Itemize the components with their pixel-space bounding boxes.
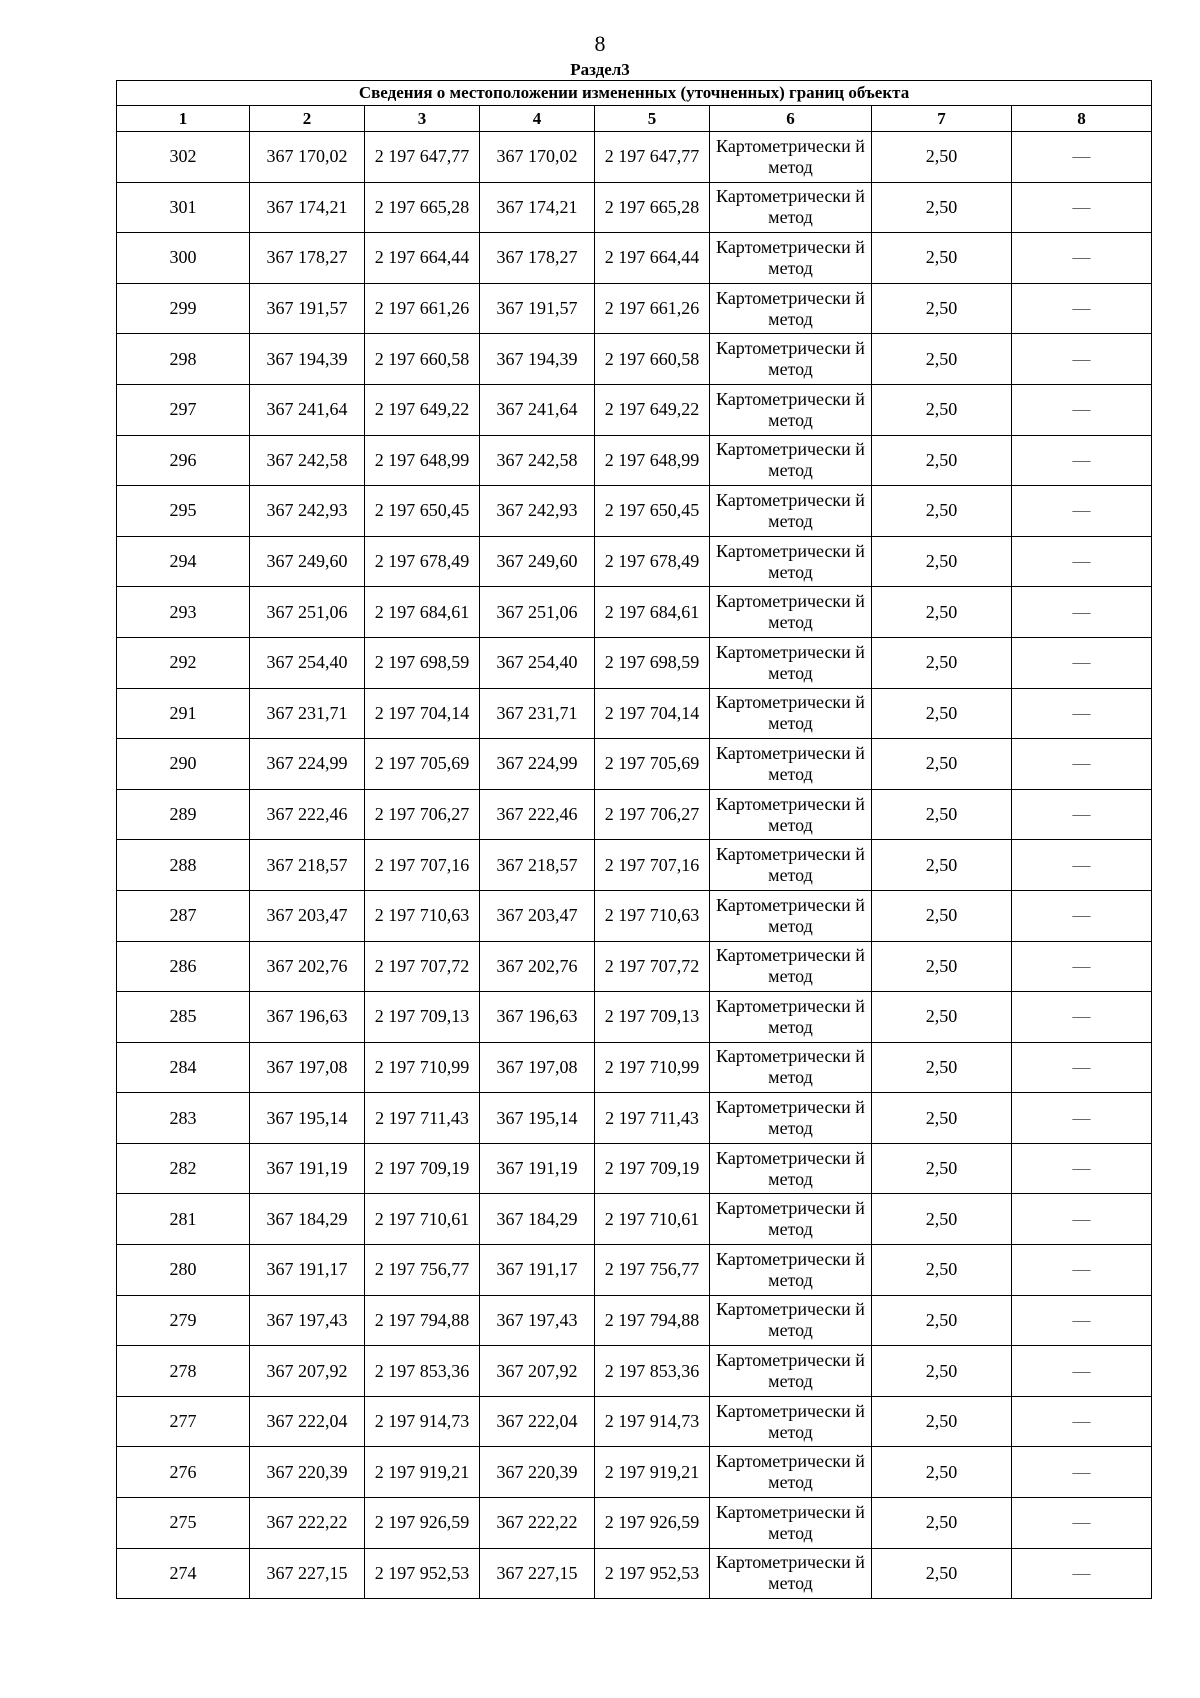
y-new-cell: 2 197 709,13 bbox=[595, 992, 710, 1043]
accuracy-cell: 2,50 bbox=[872, 1093, 1012, 1144]
accuracy-cell: 2,50 bbox=[872, 1042, 1012, 1093]
x-old-cell: 367 197,43 bbox=[250, 1295, 365, 1346]
method-cell: Картометрически й метод bbox=[710, 739, 872, 790]
y-new-cell: 2 197 664,44 bbox=[595, 233, 710, 284]
x-old-cell: 367 191,19 bbox=[250, 1143, 365, 1194]
y-old-cell: 2 197 709,19 bbox=[365, 1143, 480, 1194]
point-number-cell: 295 bbox=[117, 486, 250, 537]
x-new-cell: 367 170,02 bbox=[480, 132, 595, 183]
column-header: 7 bbox=[872, 106, 1012, 132]
accuracy-cell: 2,50 bbox=[872, 890, 1012, 941]
point-number-cell: 287 bbox=[117, 890, 250, 941]
x-old-cell: 367 241,64 bbox=[250, 384, 365, 435]
description-cell: — bbox=[1012, 1143, 1152, 1194]
description-cell: — bbox=[1012, 1093, 1152, 1144]
y-new-cell: 2 197 853,36 bbox=[595, 1346, 710, 1397]
table-body bbox=[117, 132, 1152, 1599]
boundary-coordinates-table bbox=[116, 80, 1152, 1599]
y-new-cell: 2 197 710,99 bbox=[595, 1042, 710, 1093]
x-old-cell: 367 184,29 bbox=[250, 1194, 365, 1245]
description-cell: — bbox=[1012, 941, 1152, 992]
description-cell: — bbox=[1012, 1548, 1152, 1599]
column-header: 3 bbox=[365, 106, 480, 132]
y-old-cell: 2 197 707,72 bbox=[365, 941, 480, 992]
accuracy-cell: 2,50 bbox=[872, 1245, 1012, 1296]
point-number-cell: 280 bbox=[117, 1245, 250, 1296]
column-header: 8 bbox=[1012, 106, 1152, 132]
x-new-cell: 367 195,14 bbox=[480, 1093, 595, 1144]
point-number-cell: 277 bbox=[117, 1396, 250, 1447]
y-new-cell: 2 197 706,27 bbox=[595, 789, 710, 840]
y-old-cell: 2 197 684,61 bbox=[365, 587, 480, 638]
x-new-cell: 367 222,22 bbox=[480, 1498, 595, 1549]
point-number-cell: 289 bbox=[117, 789, 250, 840]
description-cell: — bbox=[1012, 840, 1152, 891]
x-old-cell: 367 254,40 bbox=[250, 637, 365, 688]
description-cell: — bbox=[1012, 435, 1152, 486]
x-old-cell: 367 251,06 bbox=[250, 587, 365, 638]
y-new-cell: 2 197 698,59 bbox=[595, 637, 710, 688]
y-old-cell: 2 197 649,22 bbox=[365, 384, 480, 435]
table-row bbox=[117, 1194, 1152, 1245]
y-old-cell: 2 197 952,53 bbox=[365, 1548, 480, 1599]
method-cell: Картометрически й метод bbox=[710, 334, 872, 385]
y-new-cell: 2 197 952,53 bbox=[595, 1548, 710, 1599]
y-new-cell: 2 197 756,77 bbox=[595, 1245, 710, 1296]
table-row bbox=[117, 1346, 1152, 1397]
y-old-cell: 2 197 756,77 bbox=[365, 1245, 480, 1296]
point-number-cell: 281 bbox=[117, 1194, 250, 1245]
x-new-cell: 367 178,27 bbox=[480, 233, 595, 284]
accuracy-cell: 2,50 bbox=[872, 1143, 1012, 1194]
y-new-cell: 2 197 919,21 bbox=[595, 1447, 710, 1498]
method-cell: Картометрически й метод bbox=[710, 992, 872, 1043]
description-cell: — bbox=[1012, 182, 1152, 233]
x-new-cell: 367 197,43 bbox=[480, 1295, 595, 1346]
table-row bbox=[117, 890, 1152, 941]
table-row bbox=[117, 182, 1152, 233]
table-caption: Сведения о местоположении измененных (уточненных) границ объекта bbox=[117, 81, 1152, 106]
method-cell: Картометрически й метод bbox=[710, 890, 872, 941]
y-old-cell: 2 197 711,43 bbox=[365, 1093, 480, 1144]
y-new-cell: 2 197 704,14 bbox=[595, 688, 710, 739]
x-old-cell: 367 191,17 bbox=[250, 1245, 365, 1296]
description-cell: — bbox=[1012, 1194, 1152, 1245]
x-new-cell: 367 194,39 bbox=[480, 334, 595, 385]
table-row bbox=[117, 1498, 1152, 1549]
x-old-cell: 367 222,22 bbox=[250, 1498, 365, 1549]
description-cell: — bbox=[1012, 688, 1152, 739]
x-new-cell: 367 241,64 bbox=[480, 384, 595, 435]
column-header: 6 bbox=[710, 106, 872, 132]
y-new-cell: 2 197 710,63 bbox=[595, 890, 710, 941]
description-cell: — bbox=[1012, 283, 1152, 334]
y-old-cell: 2 197 794,88 bbox=[365, 1295, 480, 1346]
accuracy-cell: 2,50 bbox=[872, 1447, 1012, 1498]
method-cell: Картометрически й метод bbox=[710, 1548, 872, 1599]
point-number-cell: 298 bbox=[117, 334, 250, 385]
accuracy-cell: 2,50 bbox=[872, 182, 1012, 233]
description-cell: — bbox=[1012, 992, 1152, 1043]
point-number-cell: 296 bbox=[117, 435, 250, 486]
description-cell: — bbox=[1012, 637, 1152, 688]
x-new-cell: 367 218,57 bbox=[480, 840, 595, 891]
method-cell: Картометрически й метод bbox=[710, 789, 872, 840]
description-cell: — bbox=[1012, 890, 1152, 941]
x-old-cell: 367 203,47 bbox=[250, 890, 365, 941]
method-cell: Картометрически й метод bbox=[710, 688, 872, 739]
y-new-cell: 2 197 684,61 bbox=[595, 587, 710, 638]
y-new-cell: 2 197 665,28 bbox=[595, 182, 710, 233]
point-number-cell: 301 bbox=[117, 182, 250, 233]
description-cell: — bbox=[1012, 1346, 1152, 1397]
x-old-cell: 367 218,57 bbox=[250, 840, 365, 891]
y-old-cell: 2 197 914,73 bbox=[365, 1396, 480, 1447]
accuracy-cell: 2,50 bbox=[872, 1548, 1012, 1599]
y-old-cell: 2 197 710,63 bbox=[365, 890, 480, 941]
x-old-cell: 367 191,57 bbox=[250, 283, 365, 334]
accuracy-cell: 2,50 bbox=[872, 384, 1012, 435]
point-number-cell: 297 bbox=[117, 384, 250, 435]
table-row bbox=[117, 1042, 1152, 1093]
point-number-cell: 286 bbox=[117, 941, 250, 992]
method-cell: Картометрически й метод bbox=[710, 1194, 872, 1245]
point-number-cell: 290 bbox=[117, 739, 250, 790]
column-header: 1 bbox=[117, 106, 250, 132]
y-new-cell: 2 197 914,73 bbox=[595, 1396, 710, 1447]
x-old-cell: 367 197,08 bbox=[250, 1042, 365, 1093]
accuracy-cell: 2,50 bbox=[872, 688, 1012, 739]
y-new-cell: 2 197 710,61 bbox=[595, 1194, 710, 1245]
y-old-cell: 2 197 919,21 bbox=[365, 1447, 480, 1498]
y-old-cell: 2 197 648,99 bbox=[365, 435, 480, 486]
y-new-cell: 2 197 705,69 bbox=[595, 739, 710, 790]
y-old-cell: 2 197 664,44 bbox=[365, 233, 480, 284]
table-row bbox=[117, 384, 1152, 435]
description-cell: — bbox=[1012, 132, 1152, 183]
column-number-row bbox=[117, 106, 1152, 132]
accuracy-cell: 2,50 bbox=[872, 283, 1012, 334]
column-header: 5 bbox=[595, 106, 710, 132]
table-row bbox=[117, 233, 1152, 284]
y-old-cell: 2 197 709,13 bbox=[365, 992, 480, 1043]
point-number-cell: 293 bbox=[117, 587, 250, 638]
x-new-cell: 367 251,06 bbox=[480, 587, 595, 638]
accuracy-cell: 2,50 bbox=[872, 536, 1012, 587]
description-cell: — bbox=[1012, 334, 1152, 385]
description-cell: — bbox=[1012, 384, 1152, 435]
x-new-cell: 367 197,08 bbox=[480, 1042, 595, 1093]
method-cell: Картометрически й метод bbox=[710, 587, 872, 638]
method-cell: Картометрически й метод bbox=[710, 1447, 872, 1498]
method-cell: Картометрически й метод bbox=[710, 941, 872, 992]
point-number-cell: 291 bbox=[117, 688, 250, 739]
x-new-cell: 367 202,76 bbox=[480, 941, 595, 992]
accuracy-cell: 2,50 bbox=[872, 739, 1012, 790]
method-cell: Картометрически й метод bbox=[710, 536, 872, 587]
y-old-cell: 2 197 660,58 bbox=[365, 334, 480, 385]
point-number-cell: 275 bbox=[117, 1498, 250, 1549]
y-old-cell: 2 197 705,69 bbox=[365, 739, 480, 790]
x-new-cell: 367 242,93 bbox=[480, 486, 595, 537]
x-new-cell: 367 224,99 bbox=[480, 739, 595, 790]
y-new-cell: 2 197 660,58 bbox=[595, 334, 710, 385]
description-cell: — bbox=[1012, 233, 1152, 284]
y-old-cell: 2 197 710,61 bbox=[365, 1194, 480, 1245]
y-new-cell: 2 197 707,72 bbox=[595, 941, 710, 992]
x-old-cell: 367 222,04 bbox=[250, 1396, 365, 1447]
accuracy-cell: 2,50 bbox=[872, 1295, 1012, 1346]
accuracy-cell: 2,50 bbox=[872, 486, 1012, 537]
x-new-cell: 367 227,15 bbox=[480, 1548, 595, 1599]
table-row bbox=[117, 1548, 1152, 1599]
x-new-cell: 367 249,60 bbox=[480, 536, 595, 587]
y-old-cell: 2 197 853,36 bbox=[365, 1346, 480, 1397]
point-number-cell: 278 bbox=[117, 1346, 250, 1397]
x-new-cell: 367 242,58 bbox=[480, 435, 595, 486]
accuracy-cell: 2,50 bbox=[872, 1498, 1012, 1549]
y-old-cell: 2 197 678,49 bbox=[365, 536, 480, 587]
method-cell: Картометрически й метод bbox=[710, 1498, 872, 1549]
x-old-cell: 367 231,71 bbox=[250, 688, 365, 739]
point-number-cell: 276 bbox=[117, 1447, 250, 1498]
table-row bbox=[117, 1396, 1152, 1447]
point-number-cell: 279 bbox=[117, 1295, 250, 1346]
x-old-cell: 367 174,21 bbox=[250, 182, 365, 233]
x-old-cell: 367 220,39 bbox=[250, 1447, 365, 1498]
y-old-cell: 2 197 665,28 bbox=[365, 182, 480, 233]
section-title: Раздел3 bbox=[570, 60, 630, 79]
point-number-cell: 283 bbox=[117, 1093, 250, 1144]
x-old-cell: 367 207,92 bbox=[250, 1346, 365, 1397]
x-old-cell: 367 170,02 bbox=[250, 132, 365, 183]
table-row bbox=[117, 1447, 1152, 1498]
y-new-cell: 2 197 647,77 bbox=[595, 132, 710, 183]
x-old-cell: 367 242,58 bbox=[250, 435, 365, 486]
accuracy-cell: 2,50 bbox=[872, 435, 1012, 486]
y-old-cell: 2 197 706,27 bbox=[365, 789, 480, 840]
y-new-cell: 2 197 794,88 bbox=[595, 1295, 710, 1346]
method-cell: Картометрически й метод bbox=[710, 1093, 872, 1144]
y-old-cell: 2 197 650,45 bbox=[365, 486, 480, 537]
y-old-cell: 2 197 710,99 bbox=[365, 1042, 480, 1093]
y-old-cell: 2 197 704,14 bbox=[365, 688, 480, 739]
method-cell: Картометрически й метод bbox=[710, 1396, 872, 1447]
description-cell: — bbox=[1012, 587, 1152, 638]
point-number-cell: 285 bbox=[117, 992, 250, 1043]
point-number-cell: 274 bbox=[117, 1548, 250, 1599]
table-row bbox=[117, 688, 1152, 739]
method-cell: Картометрически й метод bbox=[710, 1295, 872, 1346]
y-new-cell: 2 197 648,99 bbox=[595, 435, 710, 486]
y-new-cell: 2 197 678,49 bbox=[595, 536, 710, 587]
x-old-cell: 367 227,15 bbox=[250, 1548, 365, 1599]
y-new-cell: 2 197 711,43 bbox=[595, 1093, 710, 1144]
point-number-cell: 302 bbox=[117, 132, 250, 183]
x-new-cell: 367 222,46 bbox=[480, 789, 595, 840]
x-new-cell: 367 231,71 bbox=[480, 688, 595, 739]
description-cell: — bbox=[1012, 1396, 1152, 1447]
x-old-cell: 367 224,99 bbox=[250, 739, 365, 790]
x-old-cell: 367 242,93 bbox=[250, 486, 365, 537]
y-new-cell: 2 197 926,59 bbox=[595, 1498, 710, 1549]
x-old-cell: 367 222,46 bbox=[250, 789, 365, 840]
x-old-cell: 367 195,14 bbox=[250, 1093, 365, 1144]
method-cell: Картометрически й метод bbox=[710, 384, 872, 435]
method-cell: Картометрически й метод bbox=[710, 233, 872, 284]
y-old-cell: 2 197 698,59 bbox=[365, 637, 480, 688]
x-new-cell: 367 174,21 bbox=[480, 182, 595, 233]
accuracy-cell: 2,50 bbox=[872, 789, 1012, 840]
method-cell: Картометрически й метод bbox=[710, 182, 872, 233]
description-cell: — bbox=[1012, 1498, 1152, 1549]
point-number-cell: 288 bbox=[117, 840, 250, 891]
y-new-cell: 2 197 707,16 bbox=[595, 840, 710, 891]
x-new-cell: 367 191,19 bbox=[480, 1143, 595, 1194]
y-old-cell: 2 197 926,59 bbox=[365, 1498, 480, 1549]
table-row bbox=[117, 840, 1152, 891]
point-number-cell: 282 bbox=[117, 1143, 250, 1194]
method-cell: Картометрически й метод bbox=[710, 1042, 872, 1093]
description-cell: — bbox=[1012, 1447, 1152, 1498]
x-new-cell: 367 222,04 bbox=[480, 1396, 595, 1447]
page-number: 8 bbox=[594, 31, 606, 56]
x-new-cell: 367 207,92 bbox=[480, 1346, 595, 1397]
description-cell: — bbox=[1012, 1042, 1152, 1093]
x-new-cell: 367 184,29 bbox=[480, 1194, 595, 1245]
description-cell: — bbox=[1012, 1245, 1152, 1296]
x-new-cell: 367 203,47 bbox=[480, 890, 595, 941]
point-number-cell: 300 bbox=[117, 233, 250, 284]
table-row bbox=[117, 1295, 1152, 1346]
x-old-cell: 367 249,60 bbox=[250, 536, 365, 587]
table-row bbox=[117, 941, 1152, 992]
table-row bbox=[117, 789, 1152, 840]
method-cell: Картометрически й метод bbox=[710, 435, 872, 486]
description-cell: — bbox=[1012, 1295, 1152, 1346]
y-old-cell: 2 197 707,16 bbox=[365, 840, 480, 891]
description-cell: — bbox=[1012, 789, 1152, 840]
table-row bbox=[117, 1143, 1152, 1194]
table-row bbox=[117, 637, 1152, 688]
method-cell: Картометрически й метод bbox=[710, 486, 872, 537]
x-old-cell: 367 178,27 bbox=[250, 233, 365, 284]
method-cell: Картометрически й метод bbox=[710, 1143, 872, 1194]
accuracy-cell: 2,50 bbox=[872, 334, 1012, 385]
column-header: 2 bbox=[250, 106, 365, 132]
point-number-cell: 292 bbox=[117, 637, 250, 688]
accuracy-cell: 2,50 bbox=[872, 587, 1012, 638]
description-cell: — bbox=[1012, 536, 1152, 587]
y-old-cell: 2 197 647,77 bbox=[365, 132, 480, 183]
y-new-cell: 2 197 661,26 bbox=[595, 283, 710, 334]
x-old-cell: 367 202,76 bbox=[250, 941, 365, 992]
point-number-cell: 299 bbox=[117, 283, 250, 334]
point-number-cell: 294 bbox=[117, 536, 250, 587]
accuracy-cell: 2,50 bbox=[872, 992, 1012, 1043]
table-row bbox=[117, 992, 1152, 1043]
x-new-cell: 367 196,63 bbox=[480, 992, 595, 1043]
table-row bbox=[117, 334, 1152, 385]
x-new-cell: 367 191,17 bbox=[480, 1245, 595, 1296]
accuracy-cell: 2,50 bbox=[872, 1194, 1012, 1245]
table-row bbox=[117, 435, 1152, 486]
table-row bbox=[117, 1245, 1152, 1296]
accuracy-cell: 2,50 bbox=[872, 1346, 1012, 1397]
x-new-cell: 367 220,39 bbox=[480, 1447, 595, 1498]
description-cell: — bbox=[1012, 486, 1152, 537]
y-new-cell: 2 197 709,19 bbox=[595, 1143, 710, 1194]
table-caption-row bbox=[117, 81, 1152, 106]
accuracy-cell: 2,50 bbox=[872, 941, 1012, 992]
accuracy-cell: 2,50 bbox=[872, 1396, 1012, 1447]
method-cell: Картометрически й метод bbox=[710, 637, 872, 688]
accuracy-cell: 2,50 bbox=[872, 132, 1012, 183]
x-old-cell: 367 194,39 bbox=[250, 334, 365, 385]
method-cell: Картометрически й метод bbox=[710, 840, 872, 891]
table-row bbox=[117, 739, 1152, 790]
x-old-cell: 367 196,63 bbox=[250, 992, 365, 1043]
table-row bbox=[117, 486, 1152, 537]
y-new-cell: 2 197 650,45 bbox=[595, 486, 710, 537]
x-new-cell: 367 191,57 bbox=[480, 283, 595, 334]
column-header: 4 bbox=[480, 106, 595, 132]
table-row bbox=[117, 1093, 1152, 1144]
table-row bbox=[117, 536, 1152, 587]
y-old-cell: 2 197 661,26 bbox=[365, 283, 480, 334]
table-row bbox=[117, 587, 1152, 638]
x-new-cell: 367 254,40 bbox=[480, 637, 595, 688]
table-row bbox=[117, 283, 1152, 334]
method-cell: Картометрически й метод bbox=[710, 1346, 872, 1397]
accuracy-cell: 2,50 bbox=[872, 637, 1012, 688]
method-cell: Картометрически й метод bbox=[710, 1245, 872, 1296]
y-new-cell: 2 197 649,22 bbox=[595, 384, 710, 435]
description-cell: — bbox=[1012, 739, 1152, 790]
method-cell: Картометрически й метод bbox=[710, 283, 872, 334]
accuracy-cell: 2,50 bbox=[872, 233, 1012, 284]
method-cell: Картометрически й метод bbox=[710, 132, 872, 183]
table-row bbox=[117, 132, 1152, 183]
point-number-cell: 284 bbox=[117, 1042, 250, 1093]
accuracy-cell: 2,50 bbox=[872, 840, 1012, 891]
